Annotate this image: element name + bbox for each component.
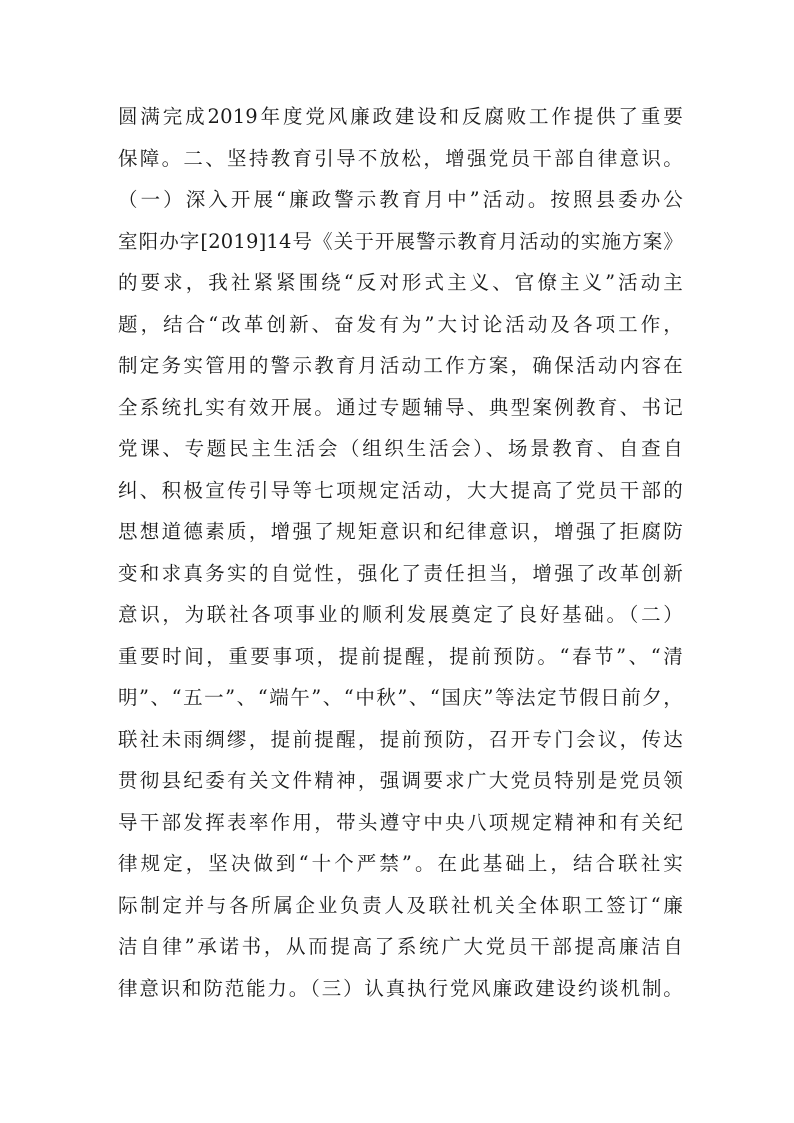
text-line: 室阳办字[2019]14号《关于开展警示教育月活动的实施方案》	[118, 229, 683, 253]
text-line: 律意识和防范能力。（三）认真执行党风廉政建设约谈机制。	[118, 976, 683, 1000]
text-line: 洁自律”承诺书，从而提高了系统广大党员干部提高廉洁自	[118, 935, 683, 958]
text-line: 制定务实管用的警示教育月活动工作方案，确保活动内容在	[118, 354, 683, 377]
body-text	[118, 96, 683, 1009]
text-line: 保障。二、坚持教育引导不放松，增强党员干部自律意识。	[118, 146, 683, 170]
text-line: 思想道德素质，增强了规矩意识和纪律意识，增强了拒腐防	[118, 520, 683, 543]
text-line: 的要求，我社紧紧围绕“反对形式主义、官僚主义”活动主	[118, 271, 683, 294]
text-line: 意识，为联社各项事业的顺利发展奠定了良好基础。（二）	[118, 603, 683, 626]
text-line: 际制定并与各所属企业负责人及联社机关全体职工签订“廉	[118, 893, 683, 917]
text-line: 全系统扎实有效开展。通过专题辅导、典型案例教育、书记	[118, 395, 683, 419]
text-line: 联社未雨绸缪，提前提醒，提前预防，召开专门会议，传达	[118, 727, 683, 751]
text-line: 贯彻县纪委有关文件精神，强调要求广大党员特别是党员领	[118, 769, 683, 792]
text-line: 导干部发挥表率作用，带头遵守中央八项规定精神和有关纪	[118, 810, 683, 834]
text-line: 圆满完成2019年度党风廉政建设和反腐败工作提供了重要	[118, 105, 683, 128]
text-line: （一）深入开展“廉政警示教育月中”活动。按照县委办公	[118, 188, 683, 211]
text-line: 明”、“五一”、“端午”、“中秋”、“国庆”等法定节假日前夕，	[118, 686, 683, 709]
text-line: 党课、专题民主生活会（组织生活会）、场景教育、自查自	[118, 437, 683, 460]
text-line: 纠、积极宣传引导等七项规定活动，大大提高了党员干部的	[118, 478, 683, 502]
text-line: 律规定，坚决做到“十个严禁”。在此基础上，结合联社实	[118, 852, 683, 875]
text-line: 变和求真务实的自觉性，强化了责任担当，增强了改革创新	[118, 561, 683, 585]
text-line: 题，结合“改革创新、奋发有为”大讨论活动及各项工作，	[118, 312, 683, 336]
text-line: 重要时间，重要事项，提前提醒，提前预防。“春节”、“清	[118, 644, 683, 668]
